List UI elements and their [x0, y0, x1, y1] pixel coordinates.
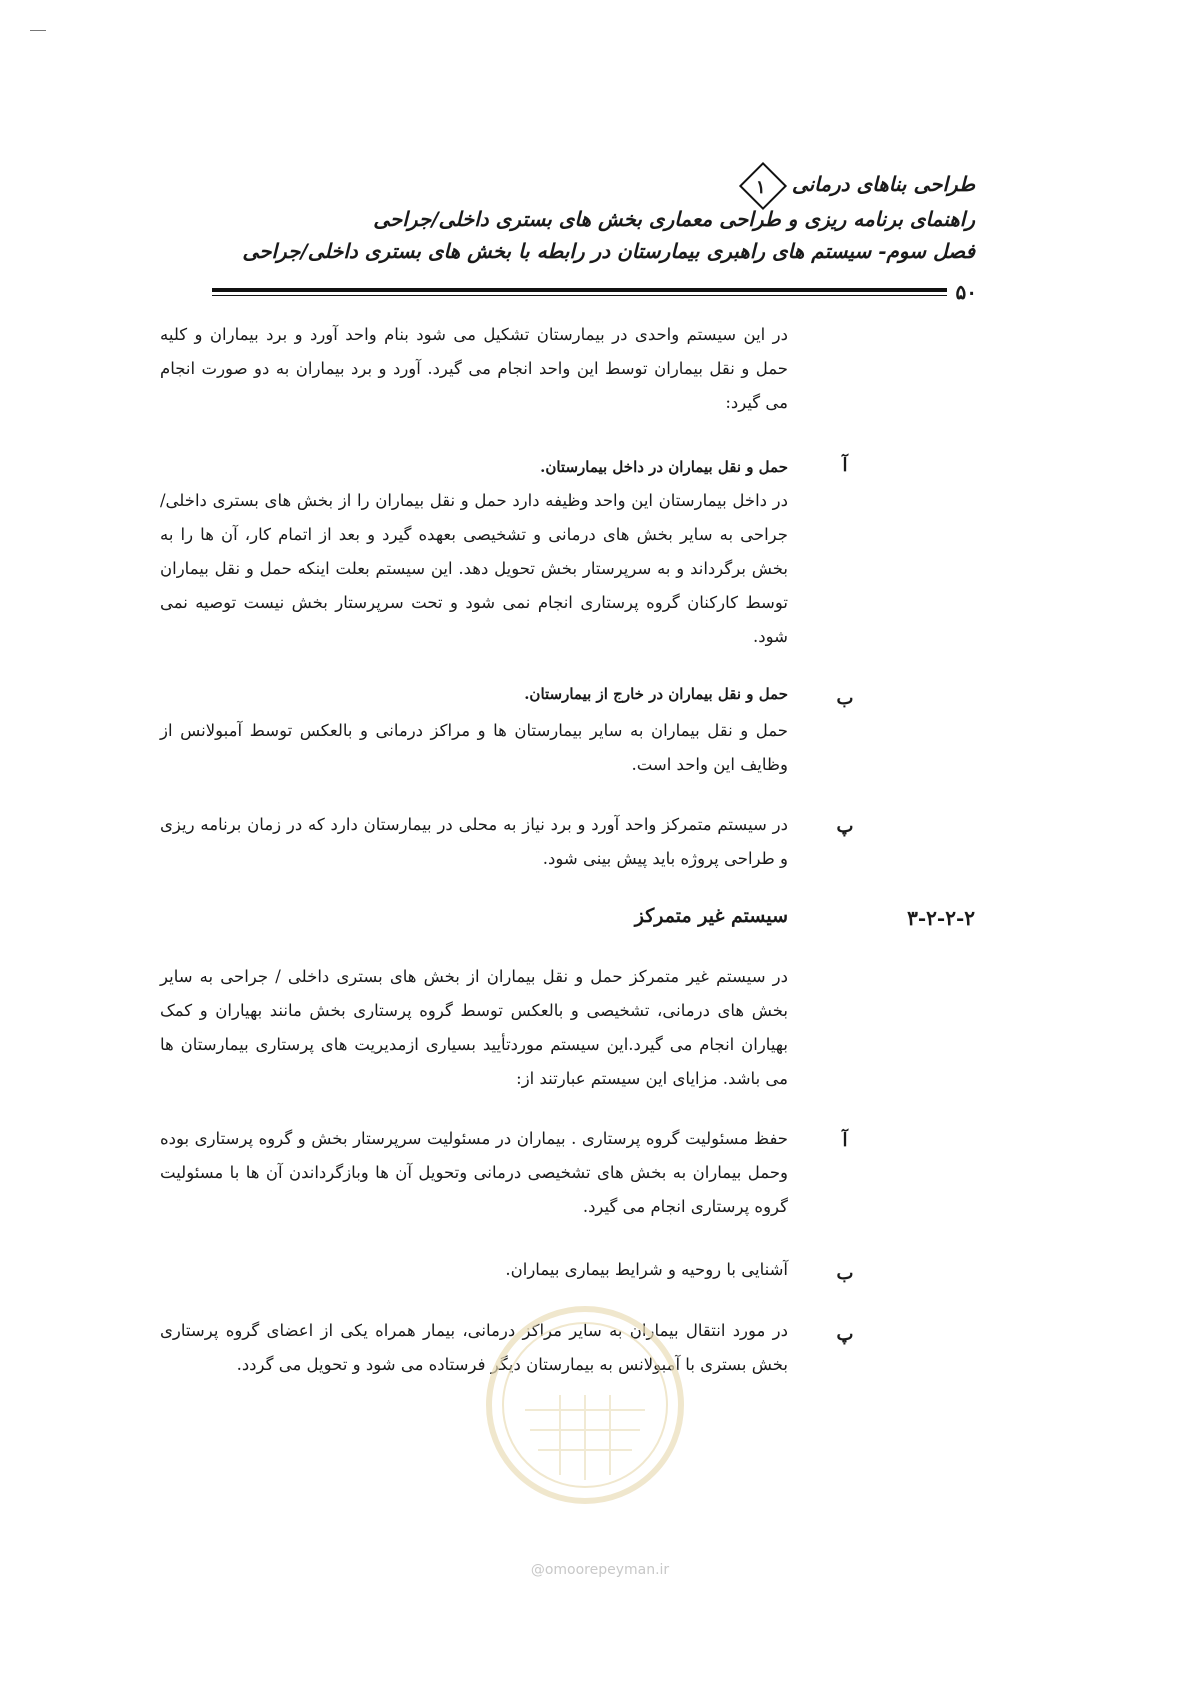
running-header [240, 168, 975, 267]
item-label-a1: آ [842, 455, 848, 476]
corner-mark [30, 30, 46, 31]
item-text-p1: در سیستم متمرکز واحد آورد و برد نیاز به محلی در بیمارستان دارد که در زمان برنامه ریزی و طراحی پروژه باید پیش بینی شود. [160, 815, 788, 868]
item-text-b2: آشنایی با روحیه و شرایط بیماری بیماران. [505, 1260, 788, 1279]
section-intro: در سیستم غیر متمرکز حمل و نقل بیماران از بخش های بستری داخلی / جراحی به سایر بخش های درمانی، تشخیصی و بالعکس توسط گروه پرستاری بخش مانند بهیاران و کمک بهیاران انجام می گیرد.این سیستم موردتأیید بسیاری ازمدیریت های پرستاری بیمارستان ها می باشد. مزایای این سیستم عبارتند از: [160, 967, 788, 1088]
item-label-b2: ب [836, 1263, 854, 1284]
header-rule [212, 288, 947, 296]
intro-paragraph: در این سیستم واحدی در بیمارستان تشکیل می شود بنام واحد آورد و برد بیماران و کلیه حمل و نقل بیماران توسط این واحد انجام می گیرد. آورد و برد بیماران به دو صورت انجام می گیرد: [160, 325, 788, 412]
item-text-a2: حفظ مسئولیت گروه پرستاری . بیماران در مسئولیت سرپرستار بخش و گروه پرستاری بوده وحمل بیماران به بخش های تشخیصی درمانی وتحویل آن ها وبازگرداندن آن ها با مسئولیت گروه پرستاری انجام می گیرد. [160, 1129, 788, 1216]
item-label-p1: پ [836, 816, 854, 837]
item-label-p2: پ [836, 1324, 854, 1345]
item-label-a2: آ [842, 1130, 848, 1151]
item-text-p2: در مورد انتقال بیماران به سایر مراکز درمانی، بیمار همراه یکی از اعضای گروه پرستاری بخش بستری با آمبولانس به بیمارستان دیگر فرستاده می شود و تحویل می گردد. [160, 1321, 788, 1374]
series-number: ۱ [755, 176, 766, 198]
watermark-seal [480, 1300, 690, 1510]
item-label-b1: ب [836, 688, 854, 709]
section-number: ۳-۲-۲-۲ [907, 906, 975, 930]
item-text-a1: در داخل بیمارستان این واحد وظیفه دارد حمل و نقل بیماران را از بخش های بستری داخلی/جراحی به سایر بخش های درمانی و تشخیصی بعهده گیرد و بعد از اتمام کار، آن ها را به بخش برگرداند و به سرپرستار بخش تحویل دهد. این سیستم بعلت اینکه حمل و نقل بیماران توسط کارکنان گروه پرستاری انجام نمی شود و تحت سرپرستار بخش نیست توصیه نمی شود. [160, 491, 788, 646]
series-title: طراحی بناهای درمانی [791, 172, 975, 196]
guide-title: راهنمای برنامه ریزی و طراحی معماری بخش های بستری داخلی/جراحی [373, 206, 975, 231]
watermark-url: @omoorepeyman.ir [530, 1562, 670, 1578]
chapter-title: فصل سوم- سیستم های راهبری بیمارستان در رابطه با بخش های بستری داخلی/جراحی [242, 238, 975, 263]
section-title: سیستم غیر متمرکز [634, 905, 788, 927]
item-heading-a1: حمل و نقل بیماران در داخل بیمارستان. [540, 458, 788, 476]
item-text-b1: حمل و نقل بیماران به سایر بیمارستان ها و مراکز درمانی و بالعکس توسط آمبولانس از وظایف این واحد است. [160, 721, 788, 774]
series-title-line [240, 168, 975, 203]
page-number: ۵۰ [955, 280, 977, 304]
item-heading-b1: حمل و نقل بیماران در خارج از بیمارستان. [524, 685, 788, 703]
